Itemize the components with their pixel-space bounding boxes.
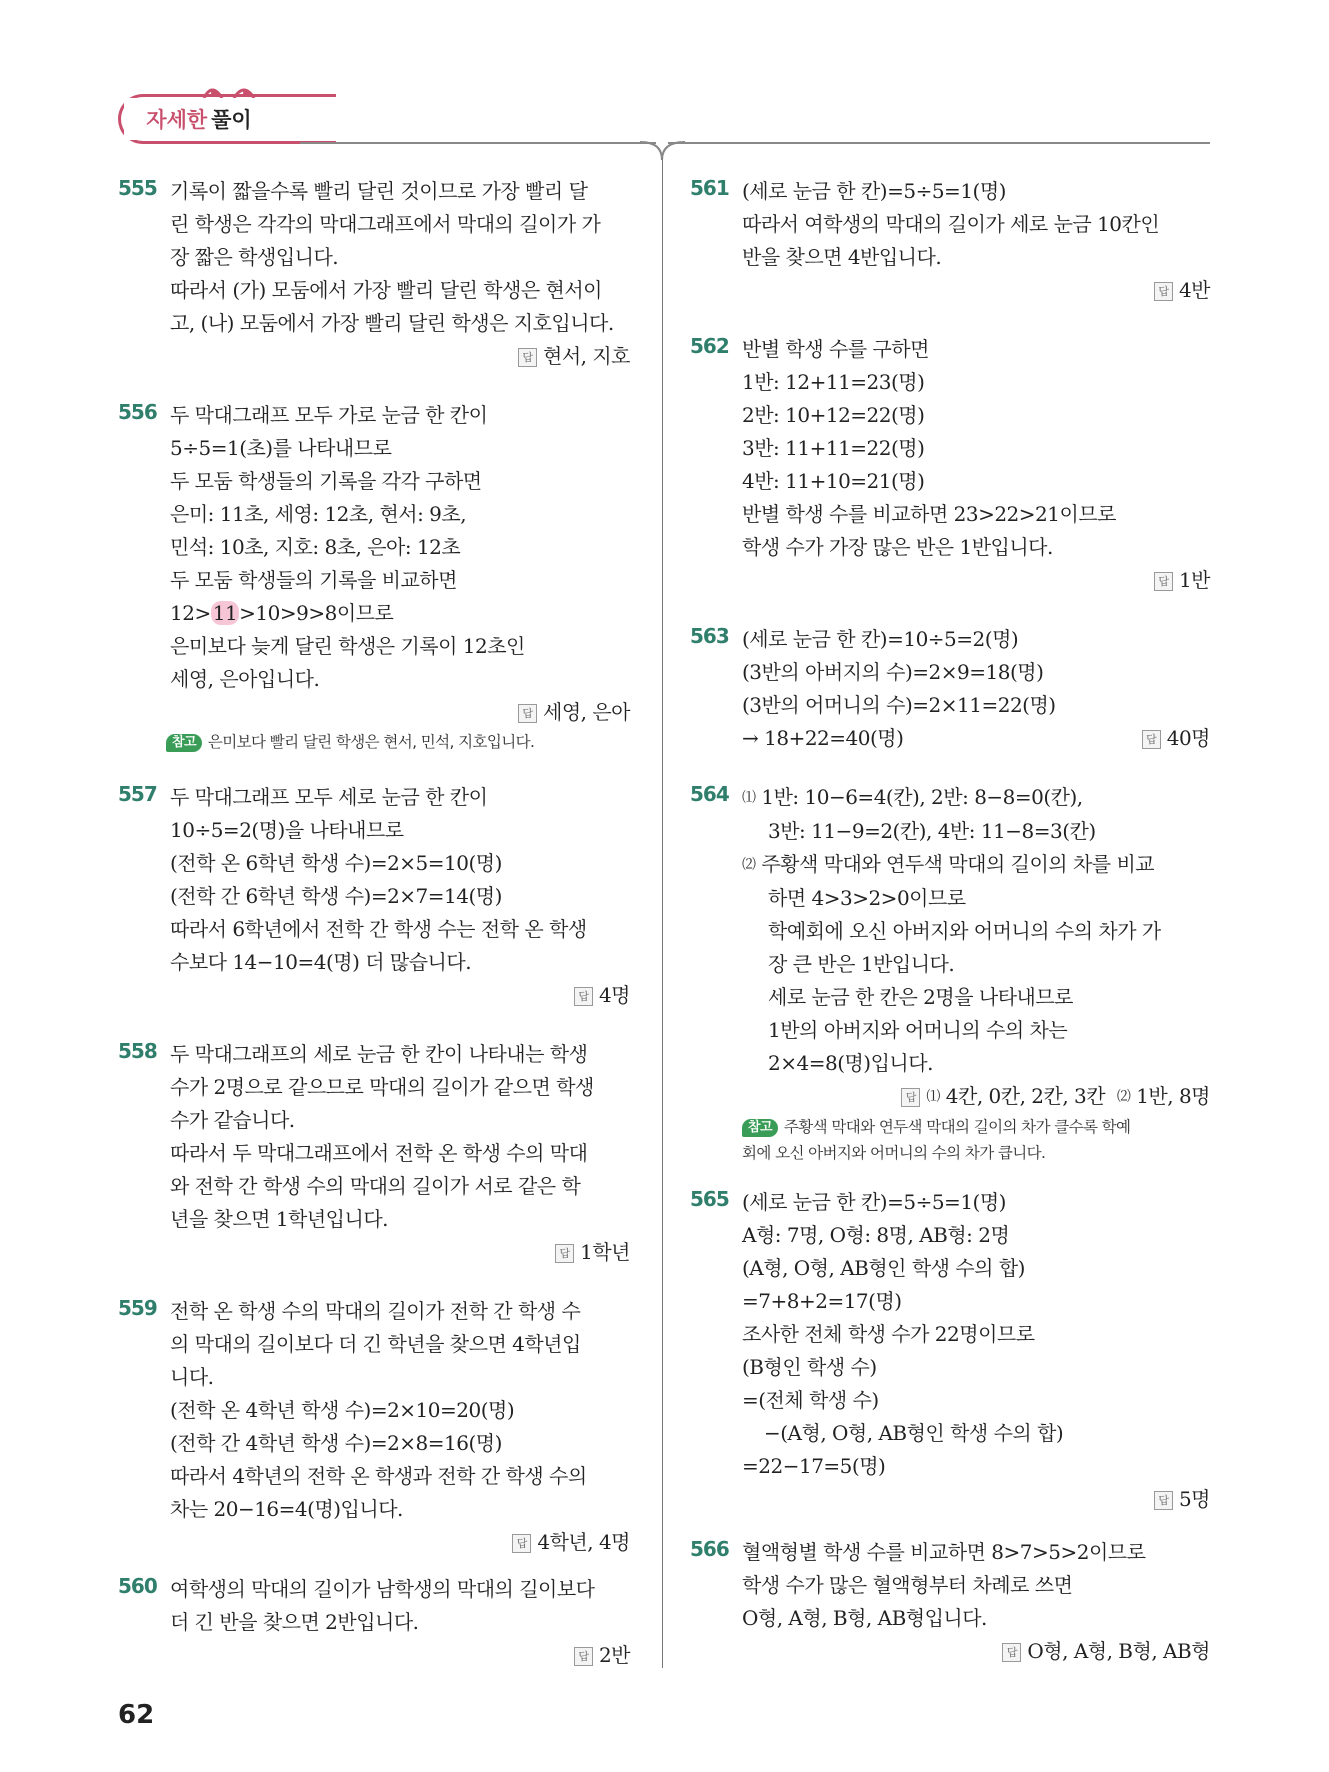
solution-line: 반별 학생 수를 구하면 [742,337,929,361]
answer-line [170,1639,630,1672]
subproblem-marker: ⑴ [742,790,756,806]
solution-line: 차는 20−16=4(명)입니다. [170,1497,403,1521]
solution-line: 따라서 여학생의 막대의 길이가 세로 눈금 10칸인 [742,212,1160,236]
problem-562 [690,333,1210,597]
section-title-part1: 자세한 [146,108,208,132]
answer-icon: 답 [518,704,537,723]
problem-566 [690,1536,1210,1668]
solution-line: 학생 수가 가장 많은 반은 1반입니다. [742,535,1053,559]
right-column [690,175,1210,1668]
problem-number: 566 [690,1537,729,1561]
answer-icon: 답 [901,1088,920,1107]
solution-line: (전학 온 6학년 학생 수)=2×5=10(명) [170,851,502,875]
solution-line: 따라서 6학년에서 전학 간 학생 수는 전학 온 학생 [170,917,587,941]
solution-line: 두 모둠 학생들의 기록을 각각 구하면 [170,469,482,493]
solution-line: A형: 7명, O형: 8명, AB형: 2명 [742,1223,1010,1247]
solution-line: 장 짧은 학생입니다. [170,245,339,269]
answer-text: 5명 [1178,1487,1210,1511]
solution-line: 3반: 11+11=22(명) [742,436,925,460]
header-rule-right [668,142,1210,144]
solution-line: 고, (나) 모둠에서 가장 빨리 달린 학생은 지호입니다. [170,311,614,335]
solution-line: (세로 눈금 한 칸)=5÷5=1(명) [742,1190,1006,1214]
solution-line: 2반: 10+12=22(명) [742,403,925,427]
problem-557 [118,781,630,1012]
solution-line: 따라서 두 막대그래프에서 전학 온 학생 수의 막대 [170,1141,588,1165]
problem-565 [690,1186,1210,1516]
answer-line [170,340,630,373]
comparison-part: 12> [170,601,211,625]
problem-number: 563 [690,624,729,648]
solution-line: 1반: 12+11=23(명) [742,370,925,394]
answer-line [170,696,630,729]
solution-line: 기록이 짧을수록 빨리 달린 것이므로 가장 빨리 달 [170,179,588,203]
solution-line: 혈액형별 학생 수를 비교하면 8>7>5>2이므로 [742,1540,1146,1564]
subproblem-marker: ⑴ [926,1089,940,1105]
answer-icon: 답 [574,987,593,1006]
solution-line: 두 막대그래프 모두 가로 눈금 한 칸이 [170,403,488,427]
problem-559 [118,1295,630,1559]
solution-line: 수가 같습니다. [170,1108,295,1132]
solution-line-with-answer [742,722,1210,755]
problem-556 [118,399,630,755]
solution-line [742,848,1210,882]
answer-text: 40명 [1166,726,1210,750]
comparison-line [170,597,630,630]
solution-line: 민석: 10초, 지호: 8초, 은아: 12초 [170,535,461,559]
answer-icon: 답 [518,348,537,367]
answer-text: 1반 [1178,568,1210,592]
solution-line: (전학 간 6학년 학생 수)=2×7=14(명) [170,884,502,908]
solution-line: 5÷5=1(초)를 나타내므로 [170,436,392,460]
solution-line: =7+8+2=17(명) [742,1289,902,1313]
answer-icon: 답 [1002,1643,1021,1662]
answer-text: 4학년, 4명 [537,1530,630,1554]
problem-number: 556 [118,400,157,424]
solution-line: 3반: 11−9=2(칸), 4반: 11−8=3(칸) [768,819,1096,843]
solution-line: 따라서 4학년의 전학 온 학생과 전학 간 학생 수의 [170,1464,587,1488]
problem-558 [118,1038,630,1269]
solution-line: 니다. [170,1365,214,1389]
solution-line: (B형인 학생 수) [742,1355,877,1379]
problem-number: 564 [690,782,729,806]
solution-line: (세로 눈금 한 칸)=5÷5=1(명) [742,179,1006,203]
solution-line: (전학 간 4학년 학생 수)=2×8=16(명) [170,1431,502,1455]
solution-line: (A형, O형, AB형인 학생 수의 합) [742,1256,1025,1280]
problem-number: 562 [690,334,729,358]
solution-line: 학생 수가 많은 혈액형부터 차례로 쓰면 [742,1573,1073,1597]
header-rule-left [300,142,656,144]
answer-line [742,274,1210,307]
solution-line: 따라서 (가) 모둠에서 가장 빨리 달린 학생은 현서이 [170,278,603,302]
answer-text: 1학년 [580,1240,630,1264]
solution-line: 학예회에 오신 아버지와 어머니의 수의 차가 가 [768,919,1161,943]
solution-line: 년을 찾으면 1학년입니다. [170,1207,388,1231]
solution-line: 하면 4>3>2>0이므로 [768,886,966,910]
answer-text: 2반 [598,1643,630,1667]
highlighted-value: 11 [212,601,238,625]
left-column [118,175,630,1672]
answer-text: 4명 [598,983,630,1007]
solution-line: 10÷5=2(명)을 나타내므로 [170,818,404,842]
answer-text: 1반, 8명 [1136,1084,1210,1108]
answer-line [742,564,1210,597]
answer-icon: 답 [1142,730,1161,749]
problem-561 [690,175,1210,307]
solution-line: −(A형, O형, AB형인 학생 수의 합) [764,1421,1064,1445]
problem-555 [118,175,630,373]
solution-line: 의 막대의 길이보다 더 긴 학년을 찾으면 4학년입 [170,1332,581,1356]
answer-line [742,1635,1210,1668]
solution-line: 린 학생은 각각의 막대그래프에서 막대의 길이가 가 [170,212,601,236]
solution-line: 두 막대그래프 모두 세로 눈금 한 칸이 [170,785,488,809]
answer-icon: 답 [1154,282,1173,301]
answer-icon: 답 [574,1647,593,1666]
answer-line [170,979,630,1012]
solution-line: O형, A형, B형, AB형입니다. [742,1606,987,1630]
solution-line: 세영, 은아입니다. [170,667,320,691]
answer-text: 세영, 은아 [543,700,630,724]
problem-number: 561 [690,176,729,200]
solution-text: 주황색 막대와 연두색 막대의 길이의 차를 비교 [761,852,1155,876]
solution-line: 4반: 11+10=21(명) [742,469,925,493]
answer-line [170,1236,630,1269]
answer-icon: 답 [512,1534,531,1553]
solution-line: (전학 온 4학년 학생 수)=2×10=20(명) [170,1398,515,1422]
problem-number: 558 [118,1039,157,1063]
solution-line: (3반의 어머니의 수)=2×11=22(명) [742,693,1056,717]
solution-line: 세로 눈금 한 칸은 2명을 나타내므로 [768,985,1073,1009]
problem-563 [690,623,1210,755]
solution-line: (3반의 아버지의 수)=2×9=18(명) [742,660,1044,684]
solution-line: 두 막대그래프의 세로 눈금 한 칸이 나타내는 학생 [170,1042,588,1066]
solution-line: 은미: 11초, 세영: 12초, 현서: 9초, [170,502,467,526]
answer-icon: 답 [1154,572,1173,591]
section-title [124,98,274,140]
solution-line: 더 긴 반을 찾으면 2반입니다. [170,1610,419,1634]
solution-text: → 18+22=40(명) [742,726,904,750]
answer-text: 현서, 지호 [543,344,630,368]
section-title-part2: 풀이 [211,108,252,132]
note-tag: 참고 [166,734,202,752]
note-tag: 참고 [742,1119,778,1137]
solution-text: 1반: 10−6=4(칸), 2반: 8−8=0(칸), [761,785,1083,809]
problem-number: 557 [118,782,157,806]
answer-inline [1142,722,1210,755]
solution-line: 전학 온 학생 수의 막대의 길이가 전학 간 학생 수 [170,1299,581,1323]
note [166,729,630,755]
problem-560 [118,1573,630,1672]
problem-number: 565 [690,1187,729,1211]
page-number: 62 [118,1700,155,1730]
problem-number: 559 [118,1296,157,1320]
answer-icon: 답 [555,1244,574,1263]
problem-number: 555 [118,176,157,200]
note-continued: 회에 오신 아버지와 어머니의 수의 차가 큽니다. [742,1144,1046,1162]
problem-number: 560 [118,1574,157,1598]
problem-564 [690,781,1210,1166]
answer-line [170,1526,630,1559]
answer-line [742,1080,1210,1114]
solution-line: 여학생의 막대의 길이가 남학생의 막대의 길이보다 [170,1577,595,1601]
note [742,1114,1210,1140]
subproblem-marker: ⑵ [1116,1089,1131,1105]
note-text: 주황색 막대와 연두색 막대의 길이의 차가 클수록 학예 [783,1118,1131,1136]
solution-line: 은미보다 늦게 달린 학생은 기록이 12초인 [170,634,525,658]
comparison-part: >10>9>8이므로 [239,601,394,625]
solution-line: 1반의 아버지와 어머니의 수의 차는 [768,1018,1068,1042]
answer-text: O형, A형, B형, AB형 [1027,1639,1210,1663]
answer-line [742,1483,1210,1516]
solution-line: 수보다 14−10=4(명) 더 많습니다. [170,950,472,974]
solution-line: 조사한 전체 학생 수가 22명이므로 [742,1322,1035,1346]
solution-line: (세로 눈금 한 칸)=10÷5=2(명) [742,627,1019,651]
column-divider [662,158,663,1668]
solution-line [742,781,1210,815]
subproblem-marker: ⑵ [742,857,756,873]
solution-line: 2×4=8(명)입니다. [768,1051,933,1075]
answer-text: 4반 [1178,278,1210,302]
solution-line: 반을 찾으면 4반입니다. [742,245,942,269]
solution-line: 장 큰 반은 1반입니다. [768,952,955,976]
solution-line: 수가 2명으로 같으므로 막대의 길이가 같으면 학생 [170,1075,594,1099]
answer-text: 4칸, 0칸, 2칸, 3칸 [945,1084,1106,1108]
solution-line: 와 전학 간 학생 수의 막대의 길이가 서로 같은 학 [170,1174,581,1198]
solution-line: =22−17=5(명) [742,1454,886,1478]
answer-icon: 답 [1154,1491,1173,1510]
solution-line: 반별 학생 수를 비교하면 23>22>21이므로 [742,502,1116,526]
solution-line: 두 모둠 학생들의 기록을 비교하면 [170,568,457,592]
solution-line: =(전체 학생 수) [742,1388,879,1412]
note-text: 은미보다 빨리 달린 학생은 현서, 민석, 지호입니다. [207,733,535,751]
